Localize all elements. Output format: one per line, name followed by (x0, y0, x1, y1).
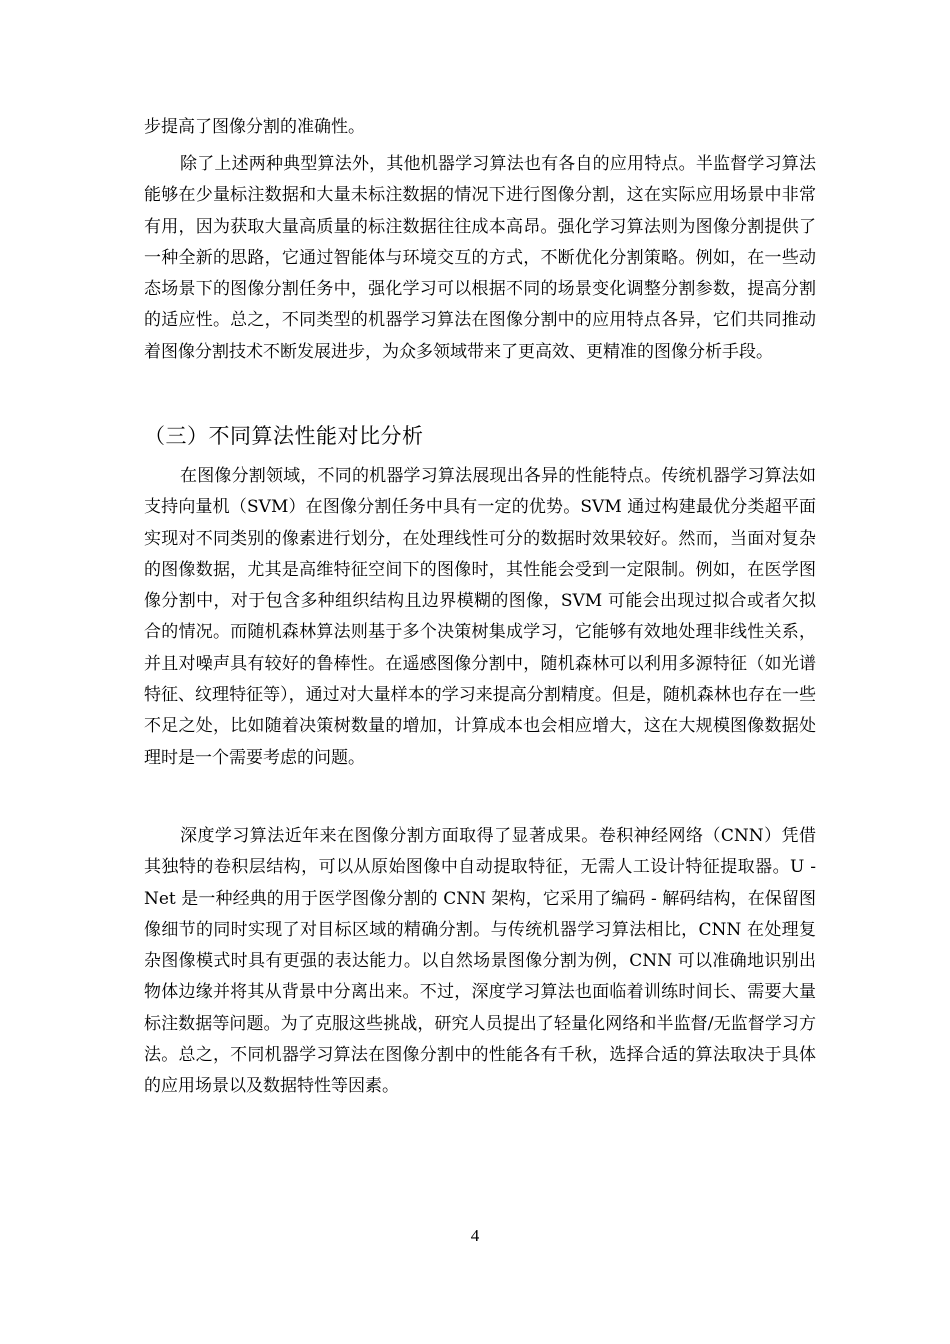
paragraph-continuation: 步提高了图像分割的准确性。 (144, 117, 365, 137)
section-heading: （三）不同算法性能对比分析 (144, 424, 424, 448)
paragraph-deep-learning: 深度学习算法近年来在图像分割方面取得了显著成果。卷积神经网络（CNN）凭借其独特的卷积层结构，可以从原始图像中自动提取特征，无需人工设计特征提取器。U - Net 是一种经典的用于医学图像分割的 CNN 架构，它采用了编码 - 解码结构，在保留图像细节的同时实现了对目标区域的精确分割。与传统机器学习算法相比，CNN 在处理复杂图像模式时具有更强的表达能力。以自然场景图像分割为例，CNN 可以准确地识别出物体边缘并将其从背景中分离出来。不过，深度学习算法也面临着训练时间长、需要大量标注数据等问题。为了克服这些挑战，研究人员提出了轻量化网络和半监督/无监督学习方法。总之，不同机器学习算法在图像分割中的性能各有千秋，选择合适的算法取决于具体的应用场景以及数据特性等因素。 (144, 826, 816, 1097)
page-number: 4 (470, 1226, 480, 1245)
paragraph-traditional-algorithms: 在图像分割领域，不同的机器学习算法展现出各异的性能特点。传统机器学习算法如支持向量机（SVM）在图像分割任务中具有一定的优势。SVM 通过构建最优分类超平面实现对不同类别的像素进行划分，在处理线性可分的数据时效果较好。然而，当面对复杂的图像数据，尤其是高维特征空间下的图像时，其性能会受到一定限制。例如，在医学图像分割中，对于包含多种组织结构且边界模糊的图像，SVM 可能会出现过拟合或者欠拟合的情况。而随机森林算法则基于多个决策树集成学习，它能够有效地处理非线性关系，并且对噪声具有较好的鲁棒性。在遥感图像分割中，随机森林可以利用多源特征（如光谱特征、纹理特征等），通过对大量样本的学习来提高分割精度。但是，随机森林也存在一些不足之处，比如随着决策树数量的增加，计算成本也会相应增大，这在大规模图像数据处理时是一个需要考虑的问题。 (144, 466, 816, 768)
paragraph-other-algorithms: 除了上述两种典型算法外，其他机器学习算法也有各自的应用特点。半监督学习算法能够在少量标注数据和大量未标注数据的情况下进行图像分割，这在实际应用场景中非常有用，因为获取大量高质量的标注数据往往成本高昂。强化学习算法则为图像分割提供了一种全新的思路，它通过智能体与环境交互的方式，不断优化分割策略。例如，在一些动态场景下的图像分割任务中，强化学习可以根据不同的场景变化调整分割参数，提高分割的适应性。总之，不同类型的机器学习算法在图像分割中的应用特点各异，它们共同推动着图像分割技术不断发展进步，为众多领域带来了更高效、更精准的图像分析手段。 (144, 154, 816, 362)
